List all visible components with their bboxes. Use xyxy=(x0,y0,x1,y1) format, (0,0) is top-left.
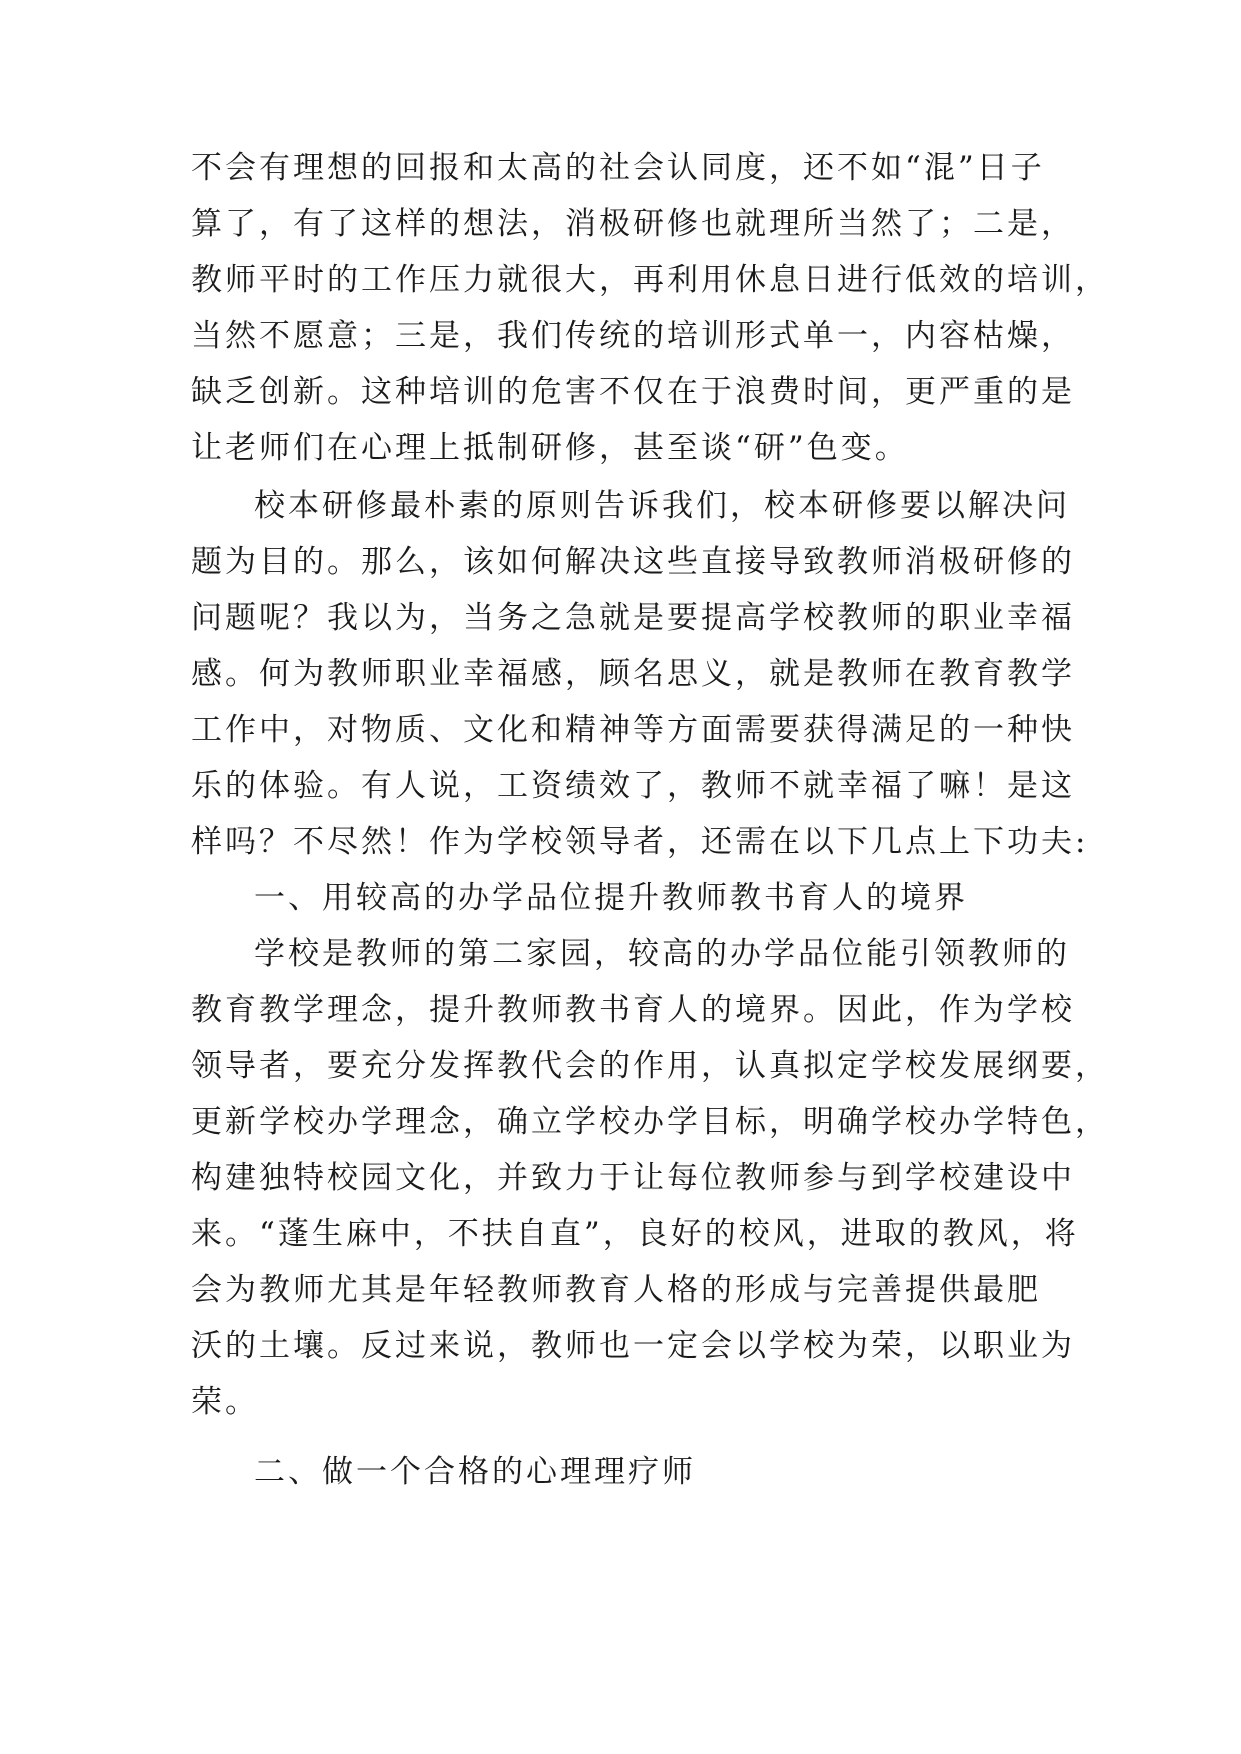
text-line: 荣。 xyxy=(191,1384,259,1420)
text-line: 不会有理想的回报和太高的社会认同度，还不如“混”日子 xyxy=(191,150,1045,186)
section-heading: 一、用较高的办学品位提升教师教书育人的境界 xyxy=(254,880,968,916)
text-line: 更新学校办学理念，确立学校办学目标，明确学校办学特色， xyxy=(191,1104,1109,1140)
text-line: 工作中，对物质、文化和精神等方面需要获得满足的一种快 xyxy=(191,712,1075,748)
text-line: 乐的体验。有人说，工资绩效了，教师不就幸福了嘛！是这 xyxy=(191,768,1075,804)
text-line: 教师平时的工作压力就很大，再利用休息日进行低效的培训， xyxy=(191,262,1109,298)
text-line: 来。“蓬生麻中，不扶自直”，良好的校风，进取的教风，将 xyxy=(191,1216,1079,1252)
text-line: 学校是教师的第二家园，较高的办学品位能引领教师的 xyxy=(254,936,1070,972)
text-line: 算了，有了这样的想法，消极研修也就理所当然了；二是， xyxy=(191,206,1075,242)
section-heading: 二、做一个合格的心理理疗师 xyxy=(254,1454,696,1490)
text-line: 让老师们在心理上抵制研修，甚至谈“研”色变。 xyxy=(191,430,909,466)
text-line: 当然不愿意；三是，我们传统的培训形式单一，内容枯燥， xyxy=(191,318,1075,354)
text-line: 沃的土壤。反过来说，教师也一定会以学校为荣，以职业为 xyxy=(191,1328,1075,1364)
text-line: 样吗？不尽然！作为学校领导者，还需在以下几点上下功夫: xyxy=(191,824,1089,860)
text-line: 教育教学理念，提升教师教书育人的境界。因此，作为学校 xyxy=(191,992,1075,1028)
text-line: 构建独特校园文化，并致力于让每位教师参与到学校建设中 xyxy=(191,1160,1075,1196)
text-line: 问题呢？我以为，当务之急就是要提高学校教师的职业幸福 xyxy=(191,600,1075,636)
text-line: 感。何为教师职业幸福感，顾名思义，就是教师在教育教学 xyxy=(191,656,1075,692)
text-line: 校本研修最朴素的原则告诉我们，校本研修要以解决问 xyxy=(254,488,1070,524)
text-line: 领导者，要充分发挥教代会的作用，认真拟定学校发展纲要， xyxy=(191,1048,1109,1084)
text-line: 缺乏创新。这种培训的危害不仅在于浪费时间，更严重的是 xyxy=(191,374,1075,410)
text-line: 题为目的。那么，该如何解决这些直接导致教师消极研修的 xyxy=(191,544,1075,580)
text-line: 会为教师尤其是年轻教师教育人格的形成与完善提供最肥 xyxy=(191,1272,1041,1308)
